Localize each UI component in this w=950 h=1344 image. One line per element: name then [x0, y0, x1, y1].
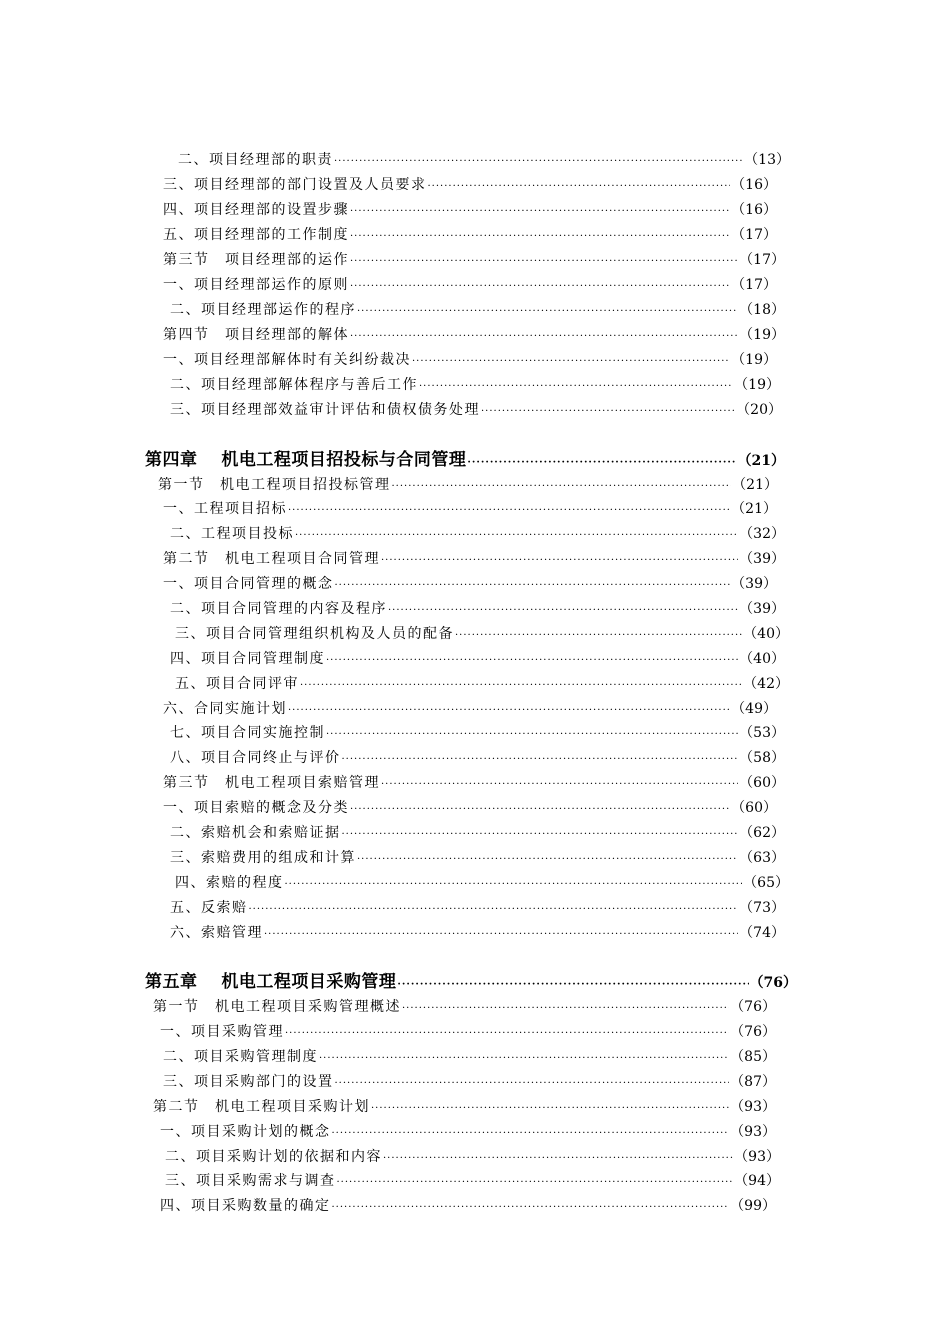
dot-leader [357, 848, 738, 872]
dot-leader [295, 524, 738, 548]
dot-leader [350, 200, 730, 224]
toc-entry [170, 522, 785, 546]
dot-leader [319, 1047, 729, 1071]
toc-entry-text: 二、项目经理部解体程序与善后工作 [170, 377, 418, 393]
dot-leader [335, 1072, 730, 1096]
toc-entry-text: 六、合同实施计划 [163, 701, 287, 717]
toc-entry-page: （16） [731, 177, 777, 193]
toc-entry-page: （39） [739, 601, 785, 617]
toc-entry [163, 348, 777, 372]
toc-chapter-text: 第四章 机电工程项目招投标与合同管理 [145, 450, 467, 470]
toc-entry-page: （53） [739, 725, 785, 741]
toc-entry-text: 第三节 机电工程项目索赔管理 [163, 775, 380, 791]
toc-entry-text: 一、项目合同管理的概念 [163, 576, 334, 592]
dot-leader [326, 649, 738, 673]
toc-entry-page: （93） [734, 1149, 780, 1165]
toc-entry-page: （42） [743, 676, 789, 692]
toc-entry-text: 四、项目采购数量的确定 [160, 1198, 331, 1214]
toc-entry-page: （17） [731, 227, 777, 243]
toc-entry [170, 896, 785, 920]
dot-leader [481, 400, 735, 424]
dot-leader [337, 1171, 734, 1195]
toc-entry-text: 第一节 机电工程项目招投标管理 [158, 477, 391, 493]
toc-entry-text: 二、项目经理部运作的程序 [170, 302, 356, 318]
toc-entry-text: 三、项目经理部效益审计评估和债权债务处理 [170, 402, 480, 418]
toc-entry [163, 223, 777, 247]
toc-entry-text: 五、项目经理部的工作制度 [163, 227, 349, 243]
toc-entry-page: （60） [739, 775, 785, 791]
toc-entry-text: 一、项目经理部解体时有关纠纷裁决 [163, 352, 411, 368]
toc-section [163, 547, 785, 571]
toc-entry-page: （17） [731, 277, 777, 293]
toc-entry-text: 四、索赔的程度 [175, 875, 284, 891]
toc-entry [178, 148, 790, 172]
toc-entry-page: （49） [731, 701, 777, 717]
toc-entry-text: 一、工程项目招标 [163, 501, 287, 517]
toc-chapter [145, 448, 785, 472]
toc-entry [163, 1070, 776, 1094]
dot-leader [350, 325, 738, 349]
toc-entry-text: 五、项目合同评审 [175, 676, 299, 692]
toc-entry [165, 1169, 780, 1193]
toc-entry-page: （39） [739, 551, 785, 567]
toc-entry [160, 1120, 776, 1144]
toc-entry-text: 二、工程项目投标 [170, 526, 294, 542]
toc-entry-page: （87） [730, 1074, 776, 1090]
toc-entry-page: （21） [731, 501, 777, 517]
toc-entry-text: 二、项目经理部的职责 [178, 152, 333, 168]
toc-entry-page: （39） [731, 576, 777, 592]
toc-section [163, 771, 785, 795]
toc-entry [175, 622, 789, 646]
toc-entry-page: （16） [731, 202, 777, 218]
toc-entry-text: 四、项目合同管理制度 [170, 651, 325, 667]
dot-leader [335, 574, 731, 598]
toc-entry-page: （85） [730, 1049, 776, 1065]
dot-leader [357, 300, 738, 324]
toc-entry [170, 373, 780, 397]
dot-leader [249, 898, 739, 922]
dot-leader [350, 225, 730, 249]
toc-entry-page: （65） [743, 875, 789, 891]
toc-entry [175, 672, 789, 696]
toc-entry [170, 821, 785, 845]
toc-entry-text: 八、项目合同终止与评价 [170, 750, 341, 766]
dot-leader [326, 723, 738, 747]
toc-entry-text: 四、项目经理部的设置步骤 [163, 202, 349, 218]
toc-entry-page: （93） [730, 1124, 776, 1140]
toc-entry-text: 第四节 项目经理部的解体 [163, 327, 349, 343]
toc-entry-page: （76） [749, 975, 797, 991]
toc-entry-text: 一、项目采购计划的概念 [160, 1124, 331, 1140]
toc-entry-page: （74） [739, 925, 785, 941]
toc-entry-page: （40） [743, 626, 789, 642]
toc-entry-text: 三、项目采购需求与调查 [165, 1173, 336, 1189]
toc-entry-text: 五、反索赔 [170, 900, 248, 916]
dot-leader [388, 599, 738, 623]
toc-entry-text: 三、索赔费用的组成和计算 [170, 850, 356, 866]
dot-leader [334, 150, 743, 174]
toc-entry [170, 398, 782, 422]
toc-entry-page: （73） [739, 900, 785, 916]
dot-leader [467, 451, 736, 475]
toc-entry-page: （21） [732, 477, 778, 493]
toc-entry-page: （19） [739, 327, 785, 343]
toc-entry-text: 第二节 机电工程项目采购计划 [153, 1099, 370, 1115]
toc-entry-page: （40） [739, 651, 785, 667]
toc-chapter [145, 970, 797, 994]
dot-leader [383, 1147, 733, 1171]
toc-entry-text: 第三节 项目经理部的运作 [163, 252, 349, 268]
toc-entry-text: 二、索赔机会和索赔证据 [170, 825, 341, 841]
dot-leader [397, 973, 748, 997]
dot-leader [332, 1196, 730, 1220]
toc-entry [170, 846, 785, 870]
toc-entry-text: 一、项目采购管理 [160, 1024, 284, 1040]
toc-entry [170, 746, 785, 770]
dot-leader [300, 674, 742, 698]
toc-entry [163, 497, 777, 521]
toc-entry [163, 697, 777, 721]
toc-entry-page: （58） [739, 750, 785, 766]
toc-section [158, 473, 778, 497]
toc-section [163, 323, 785, 347]
toc-entry-page: （13） [744, 152, 790, 168]
toc-entry-page: （63） [739, 850, 785, 866]
toc-entry-text: 二、项目采购管理制度 [163, 1049, 318, 1065]
dot-leader [288, 499, 730, 523]
toc-entry-page: （20） [736, 402, 782, 418]
toc-entry-page: （94） [734, 1173, 780, 1189]
toc-entry-page: （99） [730, 1198, 776, 1214]
dot-leader [419, 375, 733, 399]
toc-entry-text: 第一节 机电工程项目采购管理概述 [153, 999, 401, 1015]
toc-entry-page: （18） [739, 302, 785, 318]
dot-leader [412, 350, 730, 374]
toc-entry-page: （19） [731, 352, 777, 368]
toc-entry [165, 1145, 780, 1169]
toc-entry-page: （76） [730, 1024, 776, 1040]
toc-entry [170, 647, 785, 671]
toc-entry [163, 572, 777, 596]
dot-leader [371, 1097, 729, 1121]
toc-entry-text: 一、项目索赔的概念及分类 [163, 800, 349, 816]
toc-section [153, 1095, 776, 1119]
toc-entry-page: （32） [739, 526, 785, 542]
dot-leader [342, 823, 739, 847]
dot-leader [350, 798, 730, 822]
toc-section [163, 248, 785, 272]
toc-entry-text: 三、项目采购部门的设置 [163, 1074, 334, 1090]
toc-entry-text: 第二节 机电工程项目合同管理 [163, 551, 380, 567]
toc-entry [170, 597, 785, 621]
toc-entry-text: 三、项目经理部的部门设置及人员要求 [163, 177, 427, 193]
dot-leader [332, 1122, 730, 1146]
dot-leader [342, 748, 739, 772]
toc-entry-text: 六、索赔管理 [170, 925, 263, 941]
toc-entry [170, 298, 785, 322]
toc-entry [170, 721, 785, 745]
dot-leader [350, 275, 730, 299]
dot-leader [285, 873, 743, 897]
toc-entry [163, 173, 777, 197]
toc-chapter-text: 第五章 机电工程项目采购管理 [145, 972, 397, 992]
toc-entry-page: （60） [731, 800, 777, 816]
dot-leader [285, 1022, 729, 1046]
dot-leader [264, 923, 738, 947]
toc-entry-page: （21） [737, 453, 785, 469]
toc-entry [163, 1045, 776, 1069]
dot-leader [428, 175, 731, 199]
toc-entry-text: 二、项目合同管理的内容及程序 [170, 601, 387, 617]
dot-leader [455, 624, 742, 648]
dot-leader [350, 250, 738, 274]
toc-entry [163, 273, 777, 297]
toc-entry-page: （76） [730, 999, 776, 1015]
dot-leader [381, 773, 738, 797]
dot-leader [288, 699, 730, 723]
toc-entry-page: （93） [730, 1099, 776, 1115]
dot-leader [402, 997, 729, 1021]
toc-entry-text: 二、项目采购计划的依据和内容 [165, 1149, 382, 1165]
toc-section [153, 995, 776, 1019]
toc-entry [170, 921, 785, 945]
toc-entry [160, 1194, 776, 1218]
toc-entry-text: 一、项目经理部运作的原则 [163, 277, 349, 293]
dot-leader [392, 475, 732, 499]
toc-entry-page: （62） [739, 825, 785, 841]
toc-entry [163, 198, 777, 222]
toc-entry [160, 1020, 776, 1044]
toc-entry [163, 796, 777, 820]
toc-entry-page: （17） [739, 252, 785, 268]
toc-entry-text: 三、项目合同管理组织机构及人员的配备 [175, 626, 454, 642]
toc-entry-page: （19） [734, 377, 780, 393]
toc-entry [175, 871, 789, 895]
toc-entry-text: 七、项目合同实施控制 [170, 725, 325, 741]
dot-leader [381, 549, 738, 573]
